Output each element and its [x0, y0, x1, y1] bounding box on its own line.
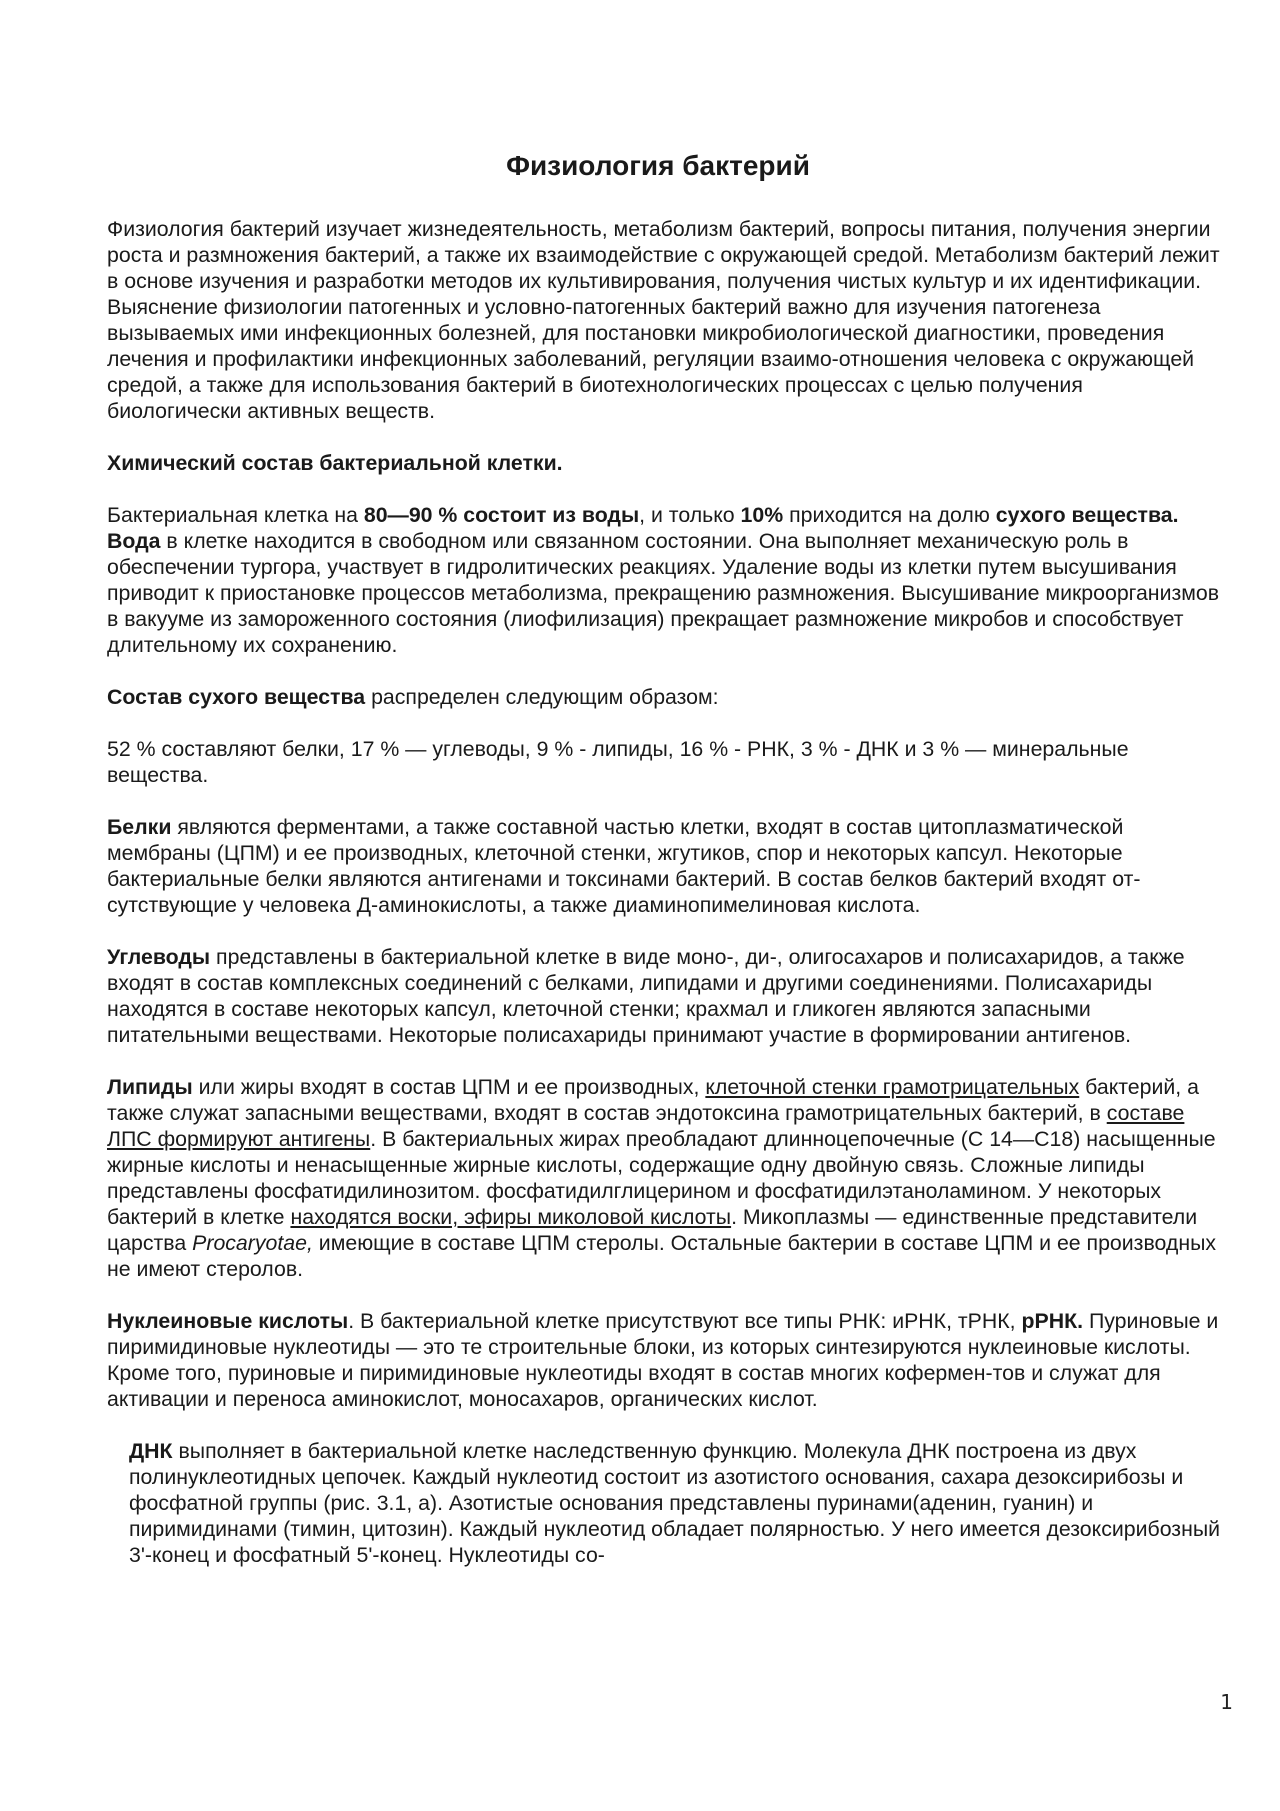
water-text-3: приходится на долю	[783, 503, 996, 527]
water-paragraph	[107, 502, 1222, 658]
carbohydrates-text: представлены в бактериальной клетке в виде моно-, ди-, олигосахаров и полисахаридов, а также входят в состав комплексных соединений с белками, липидами и другими соединениями. Полисахариды находятся в составе некоторых капсул, клеточной стенки; крахмал и гликоген являются запасными питательными веществами. Некоторые полисахариды принимают участие в формировании антигенов.	[107, 945, 1185, 1047]
carbohydrates-bold: Углеводы	[107, 945, 211, 969]
composition-text: 52 % составляют белки, 17 % — углеводы, 9 % - липиды, 16 % - РНК, 3 % - ДНК и 3 % — минеральные вещества.	[107, 737, 1129, 787]
intro-paragraph	[107, 216, 1222, 424]
proteins-text: являются ферментами, а также составной частью клетки, входят в состав цитоплазматической мембраны (ЦПМ) и ее производных, клеточной стенки, жгутиков, спор и некоторых капсул. Некоторые бактериальные белки являются антигенами и токсинами бактерий. В состав белков бактерий входят от-сутствующие у человека Д-аминокислоты, а также диаминопимелиновая кислота.	[107, 815, 1141, 917]
lipids-underline-1: клеточной стенки грамотрицательных	[705, 1075, 1080, 1099]
intro-text: Физиология бактерий изучает жизнедеятельность, метаболизм бактерий, вопросы питания, получения энергии роста и размножения бактерий, а также их взаимодействие с окружающей средой. Метаболизм бактерий лежит в основе изучения и разработки методов их культивирования, получения чистых культур и их идентификации. Выяснение физиологии патогенных и условно-патогенных бактерий важно для изучения патогенеза вызываемых ими инфекционных болезней, для постановки микробиологической диагностики, проведения лечения и профилактики инфекционных заболеваний, регуляции взаимо-отношения человека с окружающей средой, а также для использования бактерий в биотехнологических процессах с целью получения биологически активных веществ.	[107, 217, 1220, 423]
lipids-italic: Procaryotae,	[192, 1231, 313, 1255]
lipids-text-4: . Микоплазмы — единственные представители царства	[107, 1205, 1198, 1255]
nucleic-acids-text-2: Пуриновые и пиримидиновые нуклеотиды — это те строительные блоки, из которых синтезируются нуклеиновые кислоты. Кроме того, пуриновые и пиримидиновые нуклеотиды входят в состав многих кофермен-тов и служат для активации и переноса аминокислот, моносахаров, органических кислот.	[107, 1309, 1219, 1411]
page-number: 1	[1220, 1690, 1233, 1714]
dry-matter-bold: Состав сухого вещества	[107, 685, 366, 709]
document-body	[107, 216, 1222, 1594]
lipids-text-5: имеющие в составе ЦПМ стеролы. Остальные бактерии в составе ЦПМ и ее производных не имеют стеролов.	[107, 1231, 1217, 1281]
chem-heading-paragraph	[107, 450, 1222, 476]
water-text-1: Бактериальная клетка на	[107, 503, 364, 527]
water-text-2: , и только	[639, 503, 741, 527]
nucleic-acids-bold: Нуклеиновые кислоты	[107, 1309, 349, 1333]
water-bold-1: 80—90 % состоит из воды	[363, 503, 640, 527]
proteins-paragraph	[107, 814, 1222, 918]
proteins-bold: Белки	[107, 815, 172, 839]
water-bold-2: 10%	[740, 503, 784, 527]
lipids-text-1: или жиры входят в состав ЦПМ и ее производных,	[192, 1075, 706, 1099]
dry-matter-text: распределен следующим образом:	[365, 685, 719, 709]
dna-bold: ДНК	[129, 1439, 173, 1463]
carbohydrates-paragraph	[107, 944, 1222, 1048]
nucleic-acids-text-1: . В бактериальной клетке присутствуют все типы РНК: иРНК, тРНК,	[348, 1309, 1022, 1333]
water-text-4: в клетке находится в свободном или связанном состоянии. Она выполняет механическую роль в обеспечении тургора, участвует в гидролитических реакциях. Удаление воды из клетки путем высушивания приводит к приостановке процессов метаболизма, прекращению размножения. Высушивание микроорганизмов в вакууме из замороженного состояния (лиофилизация) прекращает размножение микробов и способствует длительному их сохранению.	[107, 529, 1220, 657]
dna-paragraph	[129, 1438, 1222, 1568]
composition-paragraph	[107, 736, 1222, 788]
lipids-underline-3: находятся воски, эфиры миколовой кислоты	[290, 1205, 732, 1229]
nucleic-acids-paragraph	[107, 1308, 1222, 1412]
lipids-text-2: бактерий, а также служат запасными веществами, входят в состав эндотоксина грамотрицательных бактерий, в	[107, 1075, 1199, 1125]
lipids-bold: Липиды	[107, 1075, 193, 1099]
dna-text: выполняет в бактериальной клетке наследственную функцию. Молекула ДНК построена из двух полинуклеотидных цепочек. Каждый нуклеотид состоит из азотистого основания, сахара дезоксирибозы и фосфатной группы (рис. 3.1, а). Азотистые основания представлены пуринами(аденин, гуанин) и пиримидинами (тимин, цитозин). Каждый нуклеотид обладает полярностью. У него имеется дезоксирибозный 3'-конец и фосфатный 5'-конец. Нуклеотиды со-	[129, 1439, 1221, 1567]
page-title: Физиология бактерий	[506, 150, 810, 181]
lipids-paragraph	[107, 1074, 1222, 1282]
nucleic-acids-bold-rrna: рРНК.	[1021, 1309, 1084, 1333]
lipids-text-3: . В бактериальных жирах преобладают длинноцепочечные (С 14—С18) насыщенные жирные кислоты и ненасыщенные жирные кислоты, содержащие одну двойную связь. Сложные липиды представлены фосфатидилинозитом. фосфатидилглицерином и фосфатидилэтаноламином. У некоторых бактерий в клетке	[107, 1127, 1216, 1229]
water-bold-3: сухого вещества. Вода	[107, 503, 1179, 553]
lipids-underline-2: составе ЛПС формируют антигены	[107, 1101, 1185, 1151]
dry-matter-paragraph	[107, 684, 1222, 710]
section-heading-chemical-composition: Химический состав бактериальной клетки.	[107, 451, 563, 475]
